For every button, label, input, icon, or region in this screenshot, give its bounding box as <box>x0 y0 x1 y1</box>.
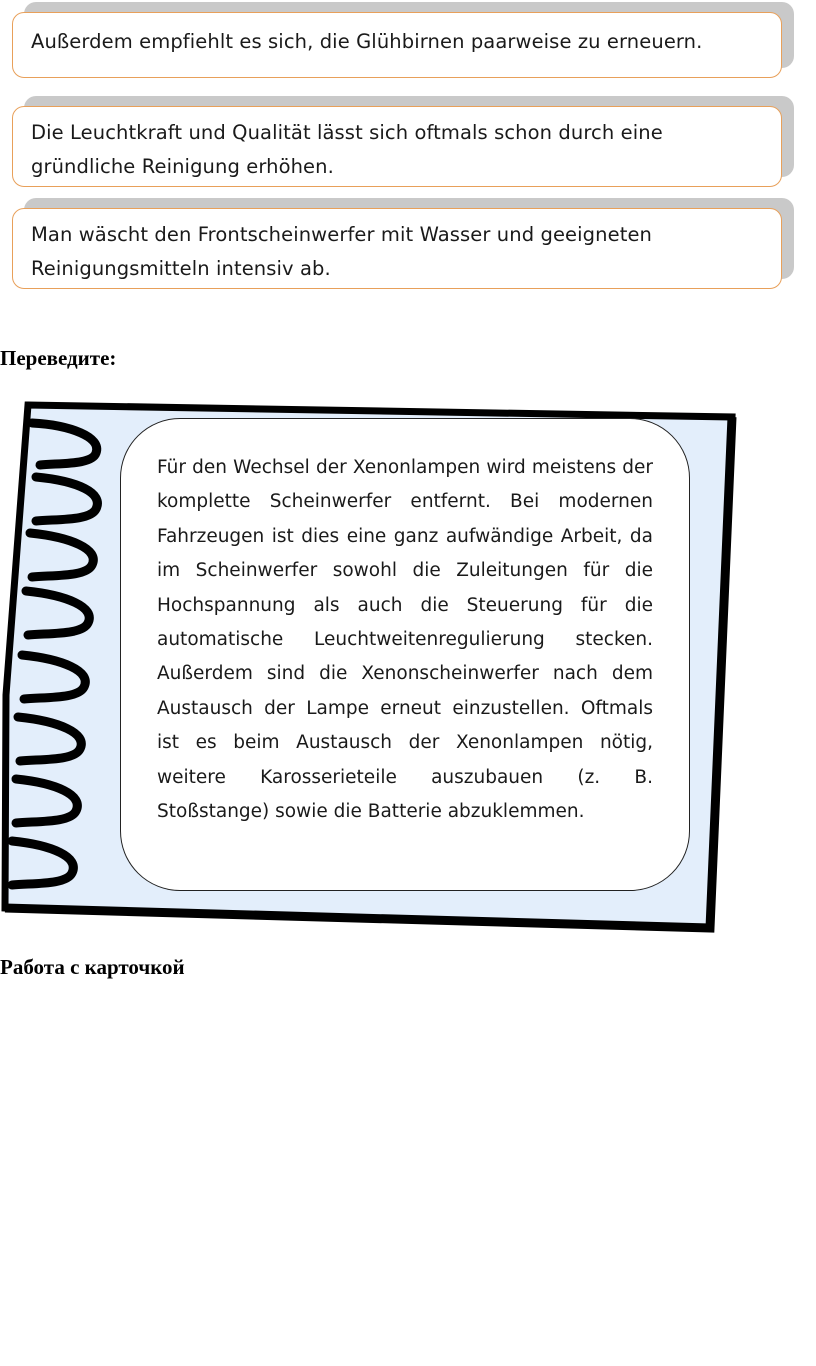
translation-text-panel <box>120 418 690 891</box>
card-text: Man wäscht den Frontscheinwerfer mit Wasser und geeigneten Reinigungsmitteln intensiv ab. <box>31 223 653 280</box>
card-work-heading: Работа с карточкой <box>0 955 185 979</box>
card-text: Die Leuchtkraft und Qualität lässt sich oftmals schon durch eine gründliche Reinigung erhöhen. <box>31 121 663 178</box>
sentence-card-3 <box>12 208 784 289</box>
translate-heading: Переведите: <box>0 346 117 370</box>
card-text: Außerdem empfiehlt es sich, die Glühbirnen paarweise zu erneuern. <box>31 30 703 53</box>
translation-text: Für den Wechsel der Xenonlampen wird meistens der komplette Scheinwerfer entfernt. Bei modernen Fahrzeugen ist dies eine ganz aufwändige Arbeit, da im Scheinwerfer sowohl die Zuleitungen für die Hochspannung als auch die Steuerung für die automatische Leuchtweitenregulierung stecken. Außerdem sind die Xenonscheinwerfer nach dem Austausch der Lampe erneut einzustellen. Oftmals ist es beim Austausch der Xenonlampen nötig, weitere Karosserieteile auszubauen (z. B. Stoßstange) sowie die Batterie abzuklemmen. <box>157 457 653 823</box>
card-body <box>12 208 782 289</box>
sentence-card-2 <box>12 106 784 187</box>
card-body <box>12 12 782 78</box>
sentence-card-1 <box>12 12 784 78</box>
card-body <box>12 106 782 187</box>
